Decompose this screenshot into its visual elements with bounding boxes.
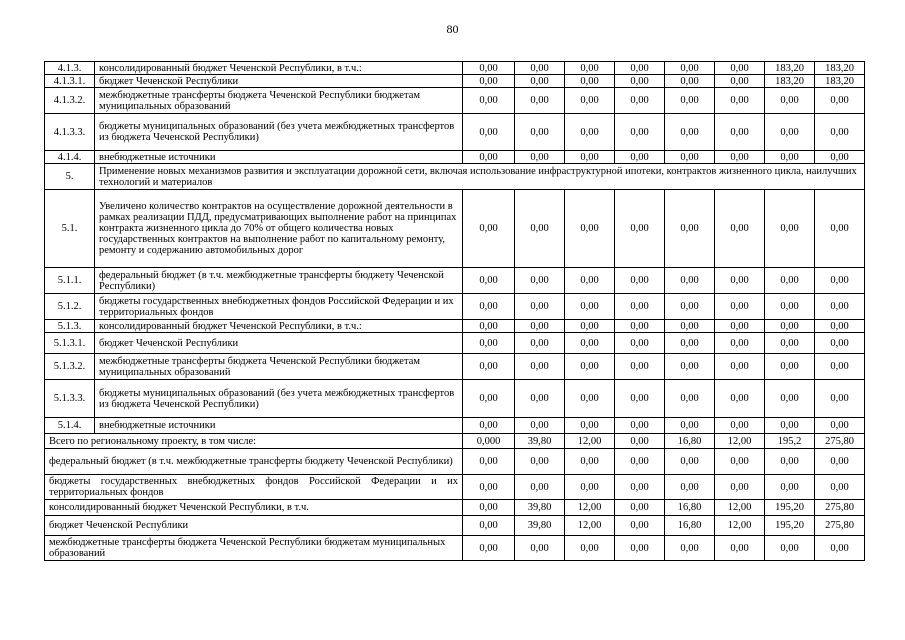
table-row	[45, 294, 865, 320]
total-value-cell: 0,00	[715, 475, 765, 500]
total-value-cell: 0,00	[515, 536, 565, 561]
value-cell: 0,00	[765, 380, 815, 418]
table-row	[45, 268, 865, 294]
value-cell: 0,00	[463, 320, 515, 333]
value-cell: 0,00	[615, 268, 665, 294]
value-cell: 183,20	[765, 75, 815, 88]
total-value-cell: 0,00	[665, 475, 715, 500]
total-row	[45, 500, 865, 516]
row-label: консолидированный бюджет Чеченской Республики, в т.ч.:	[95, 320, 463, 333]
total-value-cell: 195,20	[765, 500, 815, 516]
value-cell: 0,00	[665, 294, 715, 320]
row-number: 4.1.4.	[45, 151, 95, 164]
total-label: Всего по региональному проекту, в том числе:	[45, 434, 463, 449]
table-row	[45, 333, 865, 354]
value-cell: 0,00	[515, 151, 565, 164]
value-cell: 0,00	[715, 268, 765, 294]
value-cell: 0,00	[615, 114, 665, 151]
total-value-cell: 16,80	[665, 434, 715, 449]
value-cell: 0,00	[463, 151, 515, 164]
value-cell: 0,00	[715, 62, 765, 75]
table-row	[45, 75, 865, 88]
value-cell: 0,00	[463, 354, 515, 380]
row-number: 5.1.3.	[45, 320, 95, 333]
total-value-cell: 0,00	[565, 449, 615, 475]
value-cell: 0,00	[715, 190, 765, 268]
value-cell: 0,00	[665, 62, 715, 75]
value-cell: 0,00	[715, 88, 765, 114]
total-value-cell: 0,000	[463, 434, 515, 449]
row-label: консолидированный бюджет Чеченской Республики, в т.ч.:	[95, 62, 463, 75]
value-cell: 0,00	[715, 320, 765, 333]
value-cell: 0,00	[515, 380, 565, 418]
value-cell: 183,20	[815, 62, 865, 75]
row-number: 4.1.3.2.	[45, 88, 95, 114]
total-value-cell: 0,00	[615, 434, 665, 449]
total-value-cell: 0,00	[665, 536, 715, 561]
value-cell: 0,00	[665, 380, 715, 418]
table-row	[45, 114, 865, 151]
value-cell: 0,00	[615, 88, 665, 114]
value-cell: 0,00	[565, 151, 615, 164]
total-value-cell: 275,80	[815, 500, 865, 516]
row-label: бюджеты муниципальных образований (без учета межбюджетных трансфертов из бюджета Чеченской Республики)	[95, 114, 463, 151]
total-value-cell: 0,00	[615, 536, 665, 561]
total-value-cell: 12,00	[715, 500, 765, 516]
value-cell: 0,00	[715, 151, 765, 164]
value-cell: 0,00	[515, 114, 565, 151]
row-number: 5.1.4.	[45, 418, 95, 434]
total-label: федеральный бюджет (в т.ч. межбюджетные трансферты бюджету Чеченской Республики)	[45, 449, 463, 475]
total-value-cell: 39,80	[515, 516, 565, 536]
value-cell: 0,00	[715, 380, 765, 418]
value-cell: 0,00	[463, 333, 515, 354]
section-title: Применение новых механизмов развития и эксплуатации дорожной сети, включая использование инфраструктурной ипотеки, контрактов жизненного цикла, наилучших технологий и материалов	[95, 164, 865, 190]
total-value-cell: 0,00	[463, 500, 515, 516]
row-label: межбюджетные трансферты бюджета Чеченской Республики бюджетам муниципальных образований	[95, 354, 463, 380]
value-cell: 0,00	[815, 354, 865, 380]
total-row	[45, 449, 865, 475]
total-value-cell: 12,00	[565, 434, 615, 449]
total-value-cell: 195,2	[765, 434, 815, 449]
value-cell: 0,00	[565, 294, 615, 320]
value-cell: 0,00	[565, 333, 615, 354]
total-value-cell: 0,00	[765, 475, 815, 500]
total-value-cell: 0,00	[815, 449, 865, 475]
row-number: 5.1.3.2.	[45, 354, 95, 380]
total-value-cell: 0,00	[615, 516, 665, 536]
value-cell: 0,00	[463, 114, 515, 151]
total-row	[45, 475, 865, 500]
value-cell: 0,00	[463, 75, 515, 88]
value-cell: 0,00	[615, 320, 665, 333]
total-value-cell: 0,00	[615, 475, 665, 500]
value-cell: 0,00	[765, 418, 815, 434]
row-label: межбюджетные трансферты бюджета Чеченской Республики бюджетам муниципальных образований	[95, 88, 463, 114]
value-cell: 0,00	[665, 268, 715, 294]
value-cell: 0,00	[565, 354, 615, 380]
total-value-cell: 0,00	[515, 475, 565, 500]
value-cell: 0,00	[715, 354, 765, 380]
value-cell: 0,00	[615, 354, 665, 380]
total-value-cell: 39,80	[515, 500, 565, 516]
value-cell: 0,00	[665, 333, 715, 354]
value-cell: 0,00	[615, 333, 665, 354]
value-cell: 0,00	[615, 380, 665, 418]
value-cell: 0,00	[615, 294, 665, 320]
total-value-cell: 0,00	[665, 449, 715, 475]
value-cell: 0,00	[715, 418, 765, 434]
total-value-cell: 0,00	[765, 449, 815, 475]
total-row	[45, 516, 865, 536]
value-cell: 0,00	[815, 418, 865, 434]
value-cell: 0,00	[515, 190, 565, 268]
value-cell: 183,20	[765, 62, 815, 75]
total-label: бюджет Чеченской Республики	[45, 516, 463, 536]
row-number: 5.1.	[45, 190, 95, 268]
value-cell: 0,00	[565, 268, 615, 294]
row-number: 4.1.3.	[45, 62, 95, 75]
value-cell: 0,00	[815, 114, 865, 151]
table-row	[45, 164, 865, 190]
total-value-cell: 12,00	[565, 500, 615, 516]
total-value-cell: 0,00	[463, 475, 515, 500]
total-value-cell: 195,20	[765, 516, 815, 536]
row-number: 4.1.3.1.	[45, 75, 95, 88]
page-number: 80	[446, 22, 459, 36]
table-row	[45, 320, 865, 333]
value-cell: 0,00	[715, 75, 765, 88]
total-value-cell: 0,00	[463, 516, 515, 536]
value-cell: 0,00	[565, 380, 615, 418]
total-value-cell: 39,80	[515, 434, 565, 449]
total-value-cell: 12,00	[565, 516, 615, 536]
value-cell: 0,00	[765, 88, 815, 114]
value-cell: 0,00	[515, 88, 565, 114]
row-label: Увеличено количество контрактов на осуществление дорожной деятельности в рамках реализации ПДД, предусматривающих выполнение работ на принципах контракта жизненного цикла до 70% от общего количества новых государственных контрактов на выполнение работ по капитальному ремонту, ремонту и содержанию автомобильных дорог	[95, 190, 463, 268]
value-cell: 0,00	[565, 88, 615, 114]
row-number: 5.1.3.3.	[45, 380, 95, 418]
value-cell: 0,00	[463, 380, 515, 418]
budget-table	[44, 61, 865, 561]
value-cell: 0,00	[565, 418, 615, 434]
value-cell: 0,00	[665, 88, 715, 114]
value-cell: 0,00	[665, 190, 715, 268]
row-label: внебюджетные источники	[95, 418, 463, 434]
value-cell: 0,00	[565, 190, 615, 268]
value-cell: 0,00	[815, 380, 865, 418]
value-cell: 0,00	[665, 354, 715, 380]
value-cell: 0,00	[765, 190, 815, 268]
value-cell: 0,00	[515, 320, 565, 333]
total-value-cell: 0,00	[463, 536, 515, 561]
value-cell: 0,00	[815, 268, 865, 294]
value-cell: 0,00	[815, 320, 865, 333]
value-cell: 0,00	[765, 114, 815, 151]
value-cell: 0,00	[715, 114, 765, 151]
row-label: бюджеты государственных внебюджетных фондов Российской Федерации и их территориальных фондов	[95, 294, 463, 320]
table-row	[45, 190, 865, 268]
total-value-cell: 12,00	[715, 516, 765, 536]
value-cell: 0,00	[615, 62, 665, 75]
row-number: 4.1.3.3.	[45, 114, 95, 151]
value-cell: 0,00	[615, 418, 665, 434]
value-cell: 0,00	[463, 190, 515, 268]
value-cell: 0,00	[515, 294, 565, 320]
value-cell: 0,00	[765, 320, 815, 333]
row-label: внебюджетные источники	[95, 151, 463, 164]
row-number: 5.	[45, 164, 95, 190]
total-label: консолидированный бюджет Чеченской Республики, в т.ч.	[45, 500, 463, 516]
value-cell: 0,00	[463, 62, 515, 75]
total-value-cell: 0,00	[463, 449, 515, 475]
value-cell: 0,00	[463, 294, 515, 320]
value-cell: 0,00	[815, 294, 865, 320]
row-number: 5.1.3.1.	[45, 333, 95, 354]
total-value-cell: 0,00	[615, 500, 665, 516]
total-value-cell: 275,80	[815, 434, 865, 449]
total-value-cell: 275,80	[815, 516, 865, 536]
value-cell: 0,00	[515, 333, 565, 354]
total-value-cell: 0,00	[815, 475, 865, 500]
total-value-cell: 0,00	[765, 536, 815, 561]
row-number: 5.1.1.	[45, 268, 95, 294]
value-cell: 0,00	[765, 268, 815, 294]
total-value-cell: 0,00	[515, 449, 565, 475]
total-value-cell: 16,80	[665, 516, 715, 536]
total-value-cell: 16,80	[665, 500, 715, 516]
table-row	[45, 380, 865, 418]
value-cell: 0,00	[765, 354, 815, 380]
value-cell: 0,00	[665, 114, 715, 151]
value-cell: 0,00	[515, 75, 565, 88]
value-cell: 0,00	[515, 354, 565, 380]
value-cell: 0,00	[665, 418, 715, 434]
value-cell: 0,00	[515, 418, 565, 434]
value-cell: 0,00	[463, 88, 515, 114]
value-cell: 0,00	[515, 62, 565, 75]
value-cell: 0,00	[463, 418, 515, 434]
value-cell: 0,00	[565, 62, 615, 75]
table-row	[45, 88, 865, 114]
value-cell: 0,00	[815, 333, 865, 354]
total-label: межбюджетные трансферты бюджета Чеченской Республики бюджетам муниципальных образований	[45, 536, 463, 561]
value-cell: 183,20	[815, 75, 865, 88]
value-cell: 0,00	[615, 151, 665, 164]
total-value-cell: 0,00	[565, 475, 615, 500]
table-row	[45, 418, 865, 434]
row-label: бюджет Чеченской Республики	[95, 75, 463, 88]
value-cell: 0,00	[515, 268, 565, 294]
value-cell: 0,00	[815, 190, 865, 268]
row-number: 5.1.2.	[45, 294, 95, 320]
value-cell: 0,00	[815, 88, 865, 114]
value-cell: 0,00	[715, 333, 765, 354]
total-value-cell: 0,00	[715, 536, 765, 561]
table-row	[45, 151, 865, 164]
value-cell: 0,00	[715, 294, 765, 320]
value-cell: 0,00	[765, 151, 815, 164]
value-cell: 0,00	[565, 114, 615, 151]
total-value-cell: 0,00	[715, 449, 765, 475]
value-cell: 0,00	[765, 333, 815, 354]
total-value-cell: 0,00	[565, 536, 615, 561]
value-cell: 0,00	[665, 320, 715, 333]
total-row	[45, 434, 865, 449]
total-label: бюджеты государственных внебюджетных фондов Российской Федерации и их территориальных фондов	[45, 475, 463, 500]
row-label: федеральный бюджет (в т.ч. межбюджетные трансферты бюджету Чеченской Республики)	[95, 268, 463, 294]
total-value-cell: 0,00	[615, 449, 665, 475]
value-cell: 0,00	[565, 320, 615, 333]
value-cell: 0,00	[765, 294, 815, 320]
row-label: бюджеты муниципальных образований (без учета межбюджетных трансфертов из бюджета Чеченской Республики)	[95, 380, 463, 418]
total-row	[45, 536, 865, 561]
value-cell: 0,00	[565, 75, 615, 88]
total-value-cell: 0,00	[815, 536, 865, 561]
value-cell: 0,00	[463, 268, 515, 294]
value-cell: 0,00	[615, 75, 665, 88]
table-row	[45, 354, 865, 380]
value-cell: 0,00	[665, 151, 715, 164]
table-row	[45, 62, 865, 75]
value-cell: 0,00	[665, 75, 715, 88]
row-label: бюджет Чеченской Республики	[95, 333, 463, 354]
value-cell: 0,00	[615, 190, 665, 268]
value-cell: 0,00	[815, 151, 865, 164]
total-value-cell: 12,00	[715, 434, 765, 449]
